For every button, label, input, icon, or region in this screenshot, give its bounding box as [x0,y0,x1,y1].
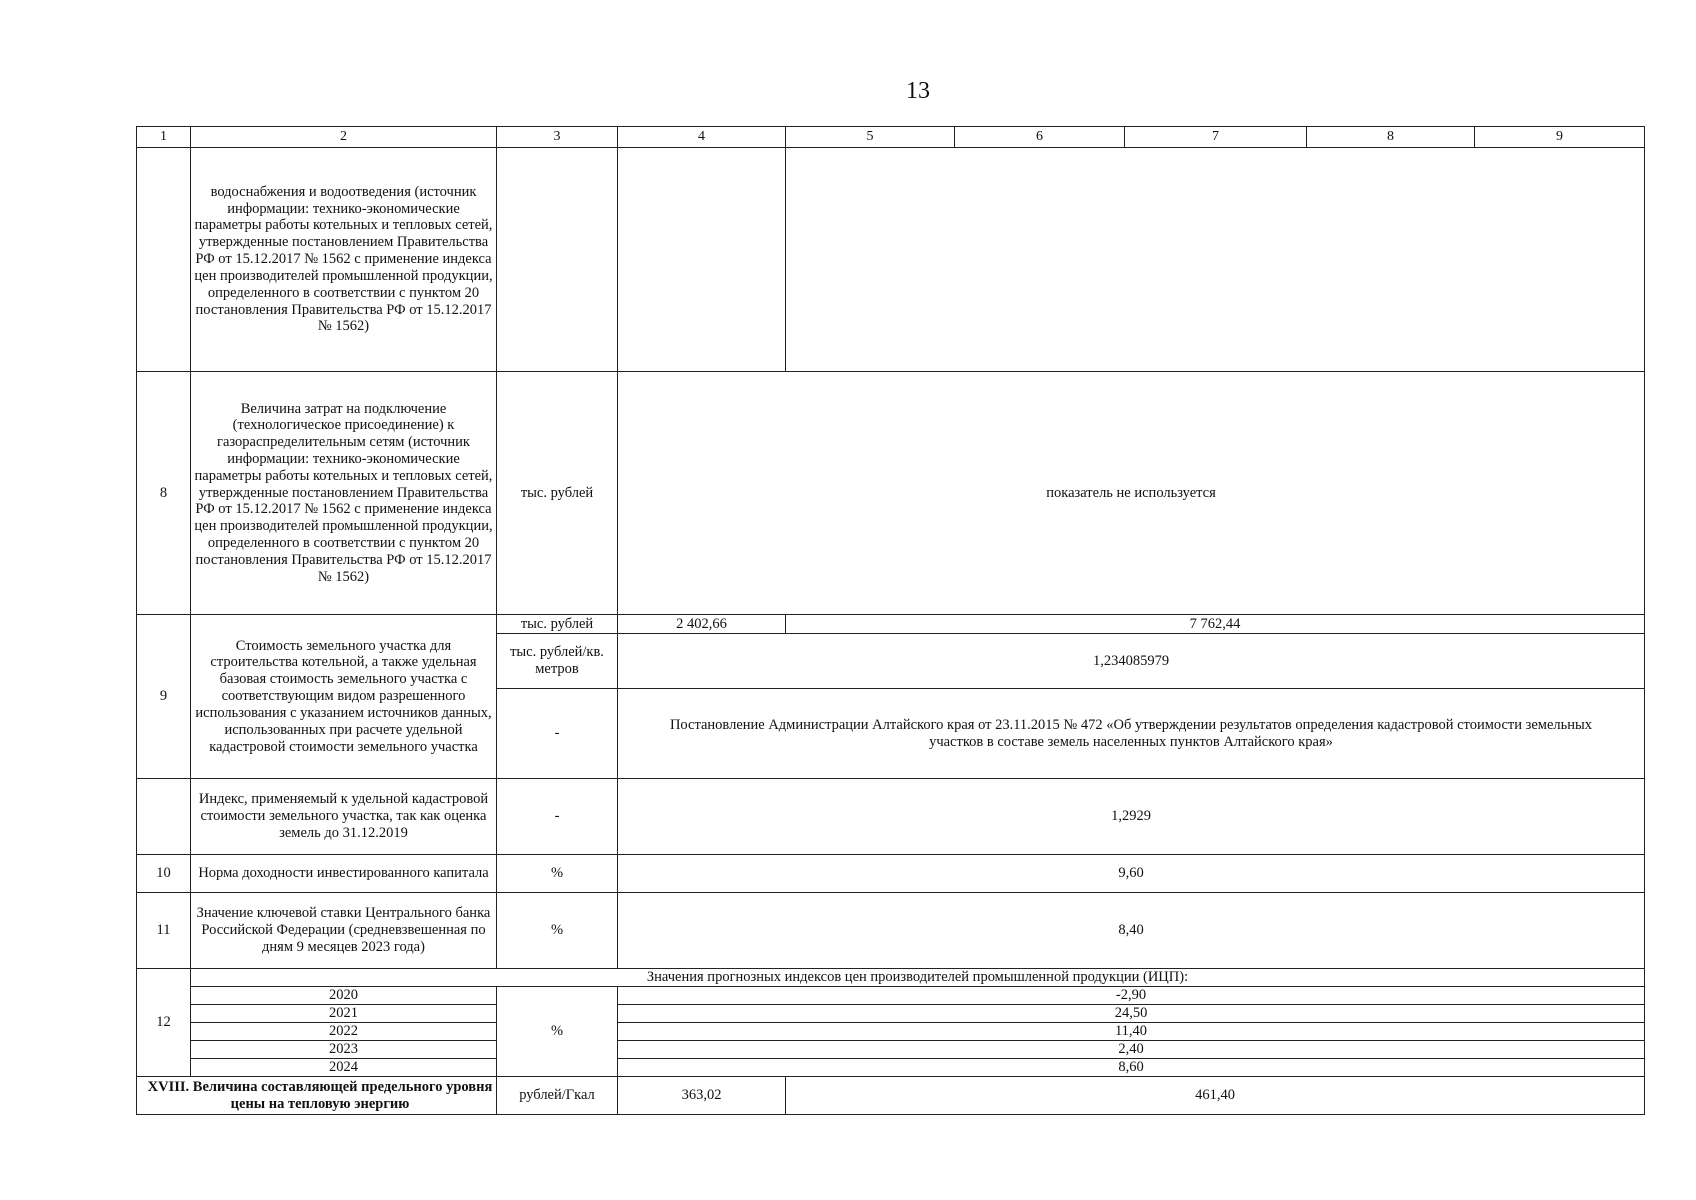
row-number: 12 [137,969,191,1077]
year-label: 2022 [191,1023,497,1041]
header-cell: 3 [497,127,618,148]
value-cell [618,148,786,372]
header-cell: 9 [1475,127,1645,148]
row-number: 10 [137,855,191,893]
unit-cell: - [497,689,618,779]
value-cell: 8,40 [618,893,1645,969]
table-row [137,1059,1645,1077]
value-cell [786,148,1645,372]
row-description: водоснабжения и водоотведения (источник информации: технико-экономические параметры работы котельных и тепловых сетей, утвержденные постановлением Правительства РФ от 15.12.2017 № 1562 с применение индекса цен производителей промышленной продукции, определенного в соответствии с пунктом 20 постановления Правительства РФ от 15.12.2017 № 1562) [191,148,497,372]
value-cell: 8,60 [618,1059,1645,1077]
year-label: 2021 [191,1005,497,1023]
table-row [137,1077,1645,1115]
value-cell: 2 402,66 [618,615,786,634]
row-number: 8 [137,372,191,615]
unit-cell: % [497,893,618,969]
section-total-label: XVIII. Величина составляющей предельного уровня цены на тепловую энергию [137,1077,497,1115]
table-row [137,987,1645,1005]
header-cell: 1 [137,127,191,148]
value-cell: 2,40 [618,1041,1645,1059]
row-description: Величина затрат на подключение (технологическое присоединение) к газораспределительным сетям (источник информации: технико-экономические параметры работы котельных и тепловых сетей, утвержденные постановлением Правительства РФ от 15.12.2017 № 1562 с применение индекса цен производителей промышленной продукции, определенного в соответствии с пунктом 20 постановления Правительства РФ от 15.12.2017 № 1562) [191,372,497,615]
value-cell: 461,40 [786,1077,1645,1115]
row-number-cell [137,148,191,372]
value-cell: 24,50 [618,1005,1645,1023]
row-description: Норма доходности инвестированного капитала [191,855,497,893]
table-row [137,855,1645,893]
row-number: 11 [137,893,191,969]
year-label: 2024 [191,1059,497,1077]
tariff-table [136,126,1645,1115]
row-description: Значения прогнозных индексов цен производителей промышленной продукции (ИЦП): [191,969,1645,987]
header-cell: 6 [955,127,1125,148]
row-description: Индекс, применяемый к удельной кадастровой стоимости земельного участка, так как оценка земель до 31.12.2019 [191,779,497,855]
table-row [137,615,1645,634]
header-cell: 5 [786,127,955,148]
unit-cell: тыс. рублей/кв. метров [497,634,618,689]
table-row [137,1005,1645,1023]
unit-cell: тыс. рублей [497,372,618,615]
row-description: Значение ключевой ставки Центрального банка Российской Федерации (средневзвешенная по дням 9 месяцев 2023 года) [191,893,497,969]
unit-cell [497,148,618,372]
unit-cell: % [497,987,618,1077]
table-row [137,893,1645,969]
table-row [137,1023,1645,1041]
year-label: 2020 [191,987,497,1005]
header-row [137,127,1645,148]
table-row [137,372,1645,615]
table-row [137,148,1645,372]
unit-cell: рублей/Гкал [497,1077,618,1115]
page-number: 13 [906,78,930,104]
value-cell: Постановление Администрации Алтайского края от 23.11.2015 № 472 «Об утверждении результатов определения кадастровой стоимости земельных участков в составе земель населенных пунктов Алтайского края» [618,689,1645,779]
table-row [137,779,1645,855]
header-cell: 4 [618,127,786,148]
row-number: 9 [137,615,191,779]
year-label: 2023 [191,1041,497,1059]
row-number-cell [137,779,191,855]
unit-cell: - [497,779,618,855]
unit-cell: % [497,855,618,893]
table-row [137,969,1645,987]
header-cell: 7 [1125,127,1307,148]
value-cell: -2,90 [618,987,1645,1005]
value-cell: 9,60 [618,855,1645,893]
header-cell: 8 [1307,127,1475,148]
header-cell: 2 [191,127,497,148]
unit-cell: тыс. рублей [497,615,618,634]
row-description: Стоимость земельного участка для строительства котельной, а также удельная базовая стоимость земельного участка с соответствующим видом разрешенного использования с указанием источников данных, использованных при расчете удельной кадастровой стоимости земельного участка [191,615,497,779]
value-cell: 7 762,44 [786,615,1645,634]
value-cell: 1,2929 [618,779,1645,855]
value-cell: 11,40 [618,1023,1645,1041]
value-cell: показатель не используется [618,372,1645,615]
value-cell: 363,02 [618,1077,786,1115]
value-cell: 1,234085979 [618,634,1645,689]
table-row [137,1041,1645,1059]
